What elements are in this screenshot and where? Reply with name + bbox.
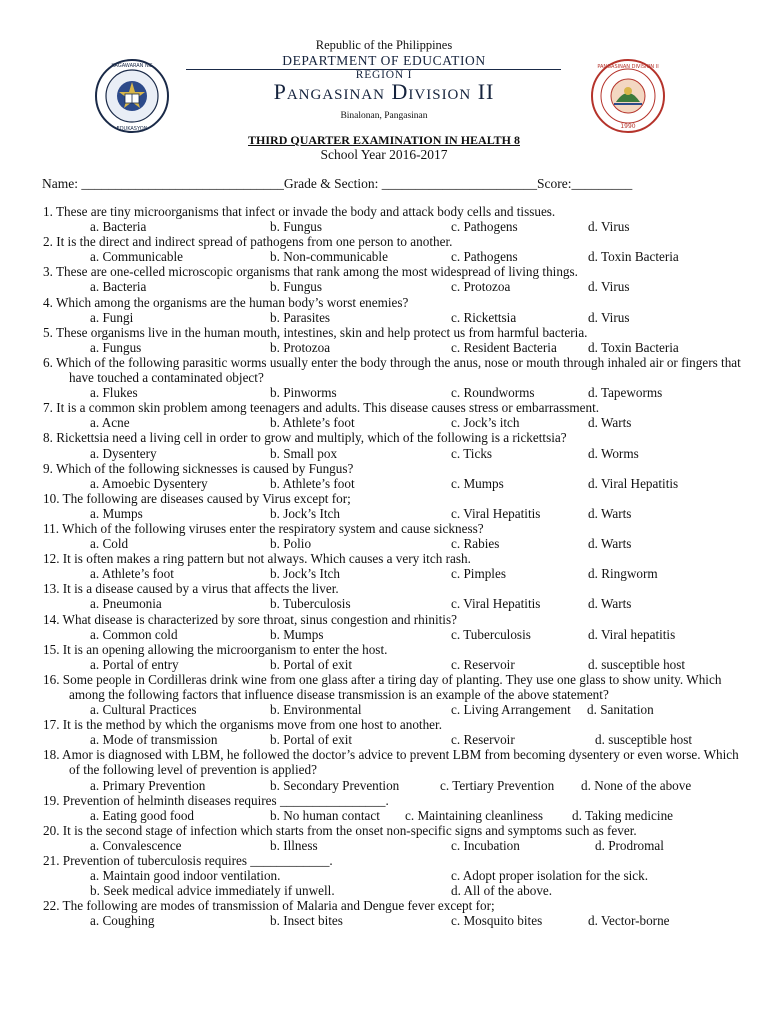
question-text: 5. These organisms live in the human mouth, intestines, skin and help protect us from harmful bacteria. — [43, 324, 588, 340]
choice-c: c. Pathogens — [451, 219, 518, 235]
choice-d: d. Virus — [588, 219, 630, 235]
question-item — [43, 672, 743, 717]
question-text: 16. Some people in Cordilleras drink wine from one glass after a tiring day of planting. They use one glass to show unity. Which among the following factors that influence disease transmission is an example of the above statement? — [43, 671, 722, 702]
question-item — [43, 461, 743, 491]
choice-d: d. Toxin Bacteria — [588, 339, 679, 355]
choice-a: a. Convalescence — [90, 837, 182, 853]
question-item — [43, 793, 743, 823]
choice-row — [43, 506, 743, 521]
choice-c: c. Incubation — [451, 837, 520, 853]
choice-row — [43, 913, 743, 928]
choice-b: b. Illness — [270, 837, 318, 853]
choice-b: b. Small pox — [270, 445, 338, 461]
question-item — [43, 234, 743, 264]
choice-b: b. No human contact — [270, 807, 380, 823]
choice-d: d. Prodromal — [595, 837, 664, 853]
choice-c: c. Resident Bacteria — [451, 339, 557, 355]
choice-b: b. Jock’s Itch — [270, 566, 340, 582]
choice-a: a. Bacteria — [90, 279, 147, 295]
question-text: 19. Prevention of helminth diseases requires ________________. — [43, 792, 389, 808]
choice-a: a. Common cold — [90, 626, 178, 642]
student-info-line: Name: ______________________________Grade & Section: _______________________Score:_________ — [42, 176, 633, 191]
choice-row — [43, 476, 743, 491]
choice-a: a. Cold — [90, 536, 129, 552]
choice-d: d. Viral Hepatitis — [588, 475, 679, 491]
choice-b: b. Athlete’s foot — [270, 475, 355, 491]
choice-a: a. Amoebic Dysentery — [90, 475, 208, 491]
choice-a: a. Bacteria — [90, 219, 147, 235]
exam-title: THIRD QUARTER EXAMINATION IN HEALTH 8 — [248, 133, 520, 147]
choice-b: b. Mumps — [270, 626, 324, 642]
choice-a: a. Cultural Practices — [90, 702, 197, 718]
choice-d: d. Warts — [588, 505, 632, 521]
choice-b: b. Athlete’s foot — [270, 415, 355, 431]
question-text: 8. Rickettsia need a living cell in order to grow and multiply, which of the following is a rickettsia? — [43, 430, 567, 446]
question-item — [43, 355, 743, 400]
choice-c: c. Maintaining cleanliness — [405, 807, 544, 823]
svg-text:PANGASINAN DIVISION II: PANGASINAN DIVISION II — [597, 64, 659, 70]
question-list — [43, 204, 743, 929]
question-item — [43, 295, 743, 325]
choice-a: a. Maintain good indoor ventilation. — [90, 868, 281, 884]
question-text: 22. The following are modes of transmission of Malaria and Dengue fever except for; — [43, 898, 495, 914]
choice-row — [43, 808, 743, 823]
question-text: 14. What disease is characterized by sore throat, sinus congestion and rhinitis? — [43, 611, 457, 627]
choice-b: b. Insect bites — [270, 913, 343, 929]
choice-row — [43, 219, 743, 234]
choice-row — [43, 385, 743, 400]
choice-a: a. Communicable — [90, 249, 184, 265]
question-item — [43, 642, 743, 672]
choice-c: c. Tuberculosis — [451, 626, 531, 642]
choice-row — [43, 279, 743, 294]
choice-b: b. Tuberculosis — [270, 596, 351, 612]
choice-b: b. Portal of exit — [270, 732, 353, 748]
choice-d: d. None of the above — [581, 777, 692, 793]
choice-row — [43, 883, 743, 898]
place-line: Binalonan, Pangasinan — [340, 111, 428, 121]
choice-c: c. Viral Hepatitis — [451, 505, 541, 521]
choice-a: a. Pneumonia — [90, 596, 162, 612]
question-item — [43, 581, 743, 611]
choice-b: b. Fungus — [270, 279, 323, 295]
division-name: Pangasinan Division II — [273, 79, 495, 104]
department-name: DEPARTMENT OF EDUCATION — [282, 53, 486, 68]
choice-a: a. Acne — [90, 415, 130, 431]
choice-b: b. Environmental — [270, 702, 362, 718]
choice-d: d. susceptible host — [595, 732, 693, 748]
choice-d: d. Virus — [588, 279, 630, 295]
choice-c: c. Reservoir — [451, 732, 515, 748]
choice-d: d. Taking medicine — [572, 807, 674, 823]
choice-row — [43, 657, 743, 672]
division-seal-icon — [590, 58, 666, 134]
choice-d: d. Warts — [588, 536, 632, 552]
question-item — [43, 264, 743, 294]
choice-b: b. Protozoa — [270, 339, 331, 355]
choice-d: d. Worms — [588, 445, 639, 461]
choice-d: d. Warts — [588, 415, 632, 431]
question-text: 17. It is the method by which the organisms move from one host to another. — [43, 717, 442, 733]
choice-b: b. Pinworms — [270, 385, 337, 401]
choice-c: c. Jock’s itch — [451, 415, 520, 431]
choice-b: b. Parasites — [270, 309, 331, 325]
question-text: 4. Which among the organisms are the human body’s worst enemies? — [43, 294, 409, 310]
choice-c: c. Viral Hepatitis — [451, 596, 541, 612]
choice-row — [43, 310, 743, 325]
choice-row — [43, 627, 743, 642]
question-text: 18. Amor is diagnosed with LBM, he followed the doctor’s advice to prevent LBM from becoming dysentery or even worse. Which of the following level of prevention is applied? — [43, 747, 739, 778]
choice-d: d. Virus — [588, 309, 630, 325]
school-year: School Year 2016-2017 — [320, 147, 448, 162]
choice-c: c. Mosquito bites — [451, 913, 543, 929]
choice-d: d. Tapeworms — [588, 385, 663, 401]
choice-b: b. Jock’s Itch — [270, 505, 340, 521]
question-text: 3. These are one-celled microscopic organisms that rank among the most widespread of living things. — [43, 264, 578, 280]
choice-row — [43, 340, 743, 355]
choice-c: c. Rabies — [451, 536, 500, 552]
choice-row — [43, 596, 743, 611]
question-item — [43, 430, 743, 460]
choice-d: d. susceptible host — [588, 656, 686, 672]
choice-a: a. Fungus — [90, 339, 142, 355]
choice-row — [43, 732, 743, 747]
choice-b: b. Polio — [270, 536, 312, 552]
choice-d: d. All of the above. — [451, 883, 553, 899]
question-text: 2. It is the direct and indirect spread of pathogens from one person to another. — [43, 234, 453, 250]
choice-a: a. Fungi — [90, 309, 134, 325]
question-item — [43, 551, 743, 581]
choice-a: a. Mumps — [90, 505, 143, 521]
choice-b: b. Portal of exit — [270, 656, 353, 672]
question-text: 9. Which of the following sicknesses is caused by Fungus? — [43, 460, 354, 476]
question-text: 21. Prevention of tuberculosis requires ____________. — [43, 853, 333, 869]
choice-c: c. Reservoir — [451, 656, 515, 672]
svg-text:KAGAWARAN NG: KAGAWARAN NG — [111, 63, 153, 69]
choice-a: a. Primary Prevention — [90, 777, 206, 793]
choice-c: c. Mumps — [451, 475, 504, 491]
choice-c: c. Pimples — [451, 566, 506, 582]
choice-row — [43, 868, 743, 883]
choice-c: c. Roundworms — [451, 385, 535, 401]
choice-a: a. Dysentery — [90, 445, 157, 461]
question-item — [43, 521, 743, 551]
choice-a: a. Portal of entry — [90, 656, 179, 672]
choice-b: b. Non-communicable — [270, 249, 388, 265]
question-item — [43, 853, 743, 898]
choice-a: a. Coughing — [90, 913, 155, 929]
choice-c: c. Ticks — [451, 445, 493, 461]
choice-c: c. Rickettsia — [451, 309, 517, 325]
choice-c: c. Tertiary Prevention — [440, 777, 555, 793]
choice-b: b. Secondary Prevention — [270, 777, 400, 793]
choice-row — [43, 536, 743, 551]
question-item — [43, 612, 743, 642]
svg-text:EDUKASYON: EDUKASYON — [116, 126, 148, 132]
choice-a: a. Eating good food — [90, 807, 195, 823]
choice-row — [43, 778, 743, 793]
choice-c: c. Living Arrangement — [451, 702, 571, 718]
choice-d: d. Sanitation — [587, 702, 654, 718]
choice-a: a. Mode of transmission — [90, 732, 218, 748]
question-item — [43, 717, 743, 747]
question-text: 11. Which of the following viruses enter the respiratory system and cause sickness? — [43, 520, 484, 536]
choice-row — [43, 249, 743, 264]
choice-d: d. Vector-borne — [588, 913, 670, 929]
question-text: 13. It is a disease caused by a virus that affects the liver. — [43, 581, 339, 597]
choice-row — [43, 702, 743, 717]
choice-row — [43, 838, 743, 853]
choice-a: a. Flukes — [90, 385, 138, 401]
choice-b: b. Fungus — [270, 219, 323, 235]
republic-line: Republic of the Philippines — [315, 38, 453, 52]
question-item — [43, 823, 743, 853]
choice-row — [43, 566, 743, 581]
region-name: REGION I — [355, 69, 413, 81]
choice-c: c. Adopt proper isolation for the sick. — [451, 868, 649, 884]
question-text: 12. It is often makes a ring pattern but not always. Which causes a very itch rash. — [43, 551, 471, 567]
choice-d: d. Ringworm — [588, 566, 658, 582]
choice-row — [43, 415, 743, 430]
question-text: 20. It is the second stage of infection which starts from the onset non-specific signs and symptoms such as fever. — [43, 822, 637, 838]
choice-d: d. Warts — [588, 596, 632, 612]
choice-d: d. Toxin Bacteria — [588, 249, 679, 265]
question-item — [43, 898, 743, 928]
choice-a: a. Athlete’s foot — [90, 566, 174, 582]
question-text: 1. These are tiny microorganisms that infect or invade the body and attack body cells and tissues. — [43, 204, 556, 219]
question-item — [43, 204, 743, 234]
choice-c: c. Protozoa — [451, 279, 511, 295]
choice-b: b. Seek medical advice immediately if unwell. — [90, 883, 335, 899]
question-text: 15. It is an opening allowing the microorganism to enter the host. — [43, 641, 388, 657]
question-text: 6. Which of the following parasitic worms usually enter the body through the anus, nose or mouth through inhaled air or fingers that have touched a contaminated object? — [43, 354, 741, 386]
choice-c: c. Pathogens — [451, 249, 518, 265]
question-item — [43, 325, 743, 355]
choice-row — [43, 446, 743, 461]
svg-text:1990: 1990 — [620, 123, 636, 130]
question-item — [43, 491, 743, 521]
choice-d: d. Viral hepatitis — [588, 626, 676, 642]
question-text: 7. It is a common skin problem among teenagers and adults. This disease causes stress or embarrassment. — [43, 400, 600, 416]
question-item — [43, 747, 743, 792]
question-item — [43, 400, 743, 430]
question-text: 10. The following are diseases caused by Virus except for; — [43, 490, 351, 506]
